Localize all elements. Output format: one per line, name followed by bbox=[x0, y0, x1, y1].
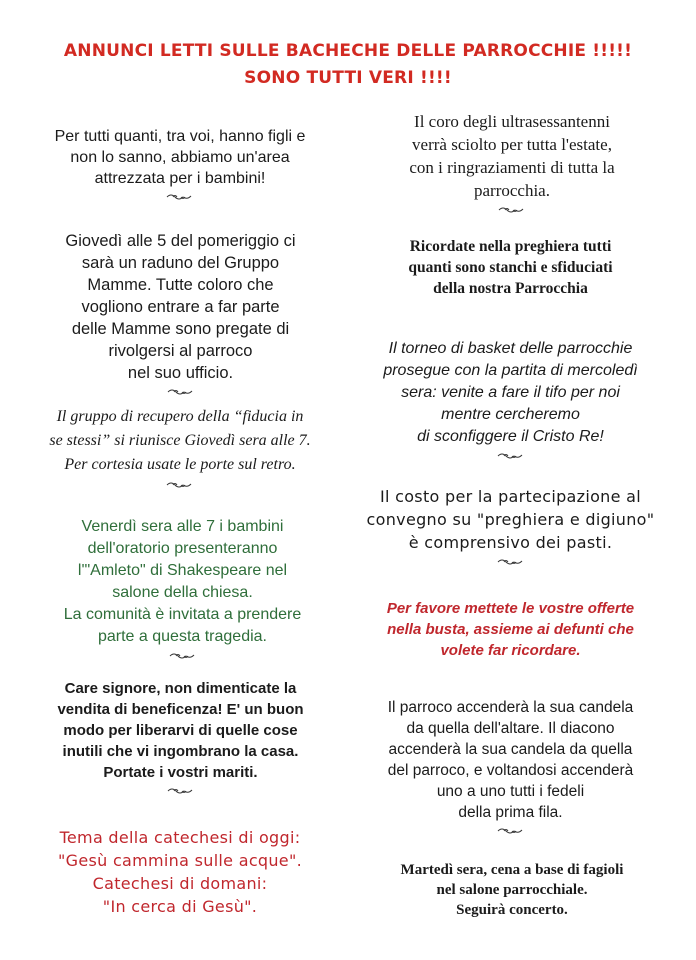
announcement-line: Il gruppo di recupero della “fiducia in bbox=[56, 408, 304, 425]
announcement-line: è comprensivo dei pasti. bbox=[408, 533, 613, 552]
announcement-line: se stessi” si riunisce Giovedì sera alle 7. bbox=[49, 432, 311, 449]
announcement-line: uno a uno tutti i fedeli bbox=[436, 783, 585, 800]
announcement-offerings bbox=[358, 598, 663, 661]
announcement-line: Per cortesia usate le porte sul retro. bbox=[64, 456, 296, 473]
flourish-divider-icon bbox=[168, 651, 198, 661]
announcement-line: inutili che vi ingombrano la casa. bbox=[62, 743, 299, 760]
announcement-line: sera: venite a fare il tifo per noi bbox=[401, 384, 620, 401]
announcement-line: da quella dell'altare. Il diacono bbox=[406, 720, 615, 737]
announcement-line: La comunità è invitata a prendere bbox=[63, 606, 302, 623]
announcement-line: Giovedì alle 5 del pomeriggio ci bbox=[65, 232, 296, 250]
announcement-line: sarà un raduno del Gruppo bbox=[81, 254, 280, 272]
flourish-divider-icon bbox=[165, 192, 195, 202]
announcement-line: Care signore, non dimenticate la bbox=[64, 680, 297, 697]
announcement-line: "Gesù cammina sulle acque". bbox=[58, 851, 302, 870]
announcement-line: della prima fila. bbox=[458, 804, 563, 821]
announcement-line: l'"Amleto" di Shakespeare nel bbox=[77, 562, 288, 579]
announcement-line: salone della chiesa. bbox=[112, 584, 253, 601]
announcement-line: nel suo ufficio. bbox=[127, 364, 234, 382]
announcement-line: Per tutti quanti, tra voi, hanno figli e bbox=[54, 128, 306, 145]
announcement-line: accenderà la sua candela da quella bbox=[388, 741, 633, 758]
announcement-line: attrezzata per i bambini! bbox=[94, 170, 266, 187]
announcement-line: vendita di beneficenza! E' un buon bbox=[57, 701, 304, 718]
flourish-divider-icon bbox=[496, 557, 526, 567]
announcement-line: Mamme. Tutte coloro che bbox=[87, 276, 274, 294]
announcement-line: Il parroco accenderà la sua candela bbox=[387, 699, 634, 716]
page-header bbox=[0, 38, 696, 92]
announcement-line: Il coro degli ultrasessantenni bbox=[414, 112, 610, 131]
announcement-line: prosegue con la partita di mercoledì bbox=[383, 362, 638, 379]
announcement-line: Ricordate nella preghiera tutti bbox=[409, 238, 612, 255]
announcement-line: non lo sanno, abbiamo un'area bbox=[70, 149, 290, 166]
announcement-bean-dinner bbox=[362, 860, 662, 920]
announcement-line: nel salone parrocchiale. bbox=[436, 882, 588, 898]
announcement-line: Il torneo di basket delle parrocchie bbox=[388, 340, 633, 357]
flourish-divider-icon bbox=[165, 480, 195, 490]
announcement-line: vogliono entrare a far parte bbox=[81, 298, 280, 316]
announcement-mothers-group bbox=[28, 230, 333, 397]
header-title: ANNUNCI LETTI SULLE BACHECHE DELLE PARROCCHIE !!!!! bbox=[63, 41, 633, 61]
announcement-line: Il costo per la partecipazione al bbox=[379, 487, 642, 506]
announcement-line: Tema della catechesi di oggi: bbox=[59, 828, 301, 847]
announcement-line: convegno su "preghiera e digiuno" bbox=[366, 510, 655, 529]
announcement-line: parrocchia. bbox=[474, 181, 550, 200]
flourish-divider-icon bbox=[496, 826, 526, 836]
announcement-line: di sconfiggere il Cristo Re! bbox=[417, 428, 604, 445]
announcement-line: volete far ricordare. bbox=[440, 642, 581, 659]
announcement-line: Per favore mettete le vostre offerte bbox=[386, 600, 635, 617]
announcement-charity-sale bbox=[28, 678, 333, 796]
announcement-hamlet bbox=[30, 516, 335, 661]
announcement-line: rivolgersi al parroco bbox=[108, 342, 253, 360]
announcement-line: Venerdì sera alle 7 i bambini bbox=[81, 518, 284, 535]
announcement-choir bbox=[362, 110, 662, 215]
announcement-line: del parroco, e voltandosi accenderà bbox=[387, 762, 634, 779]
flourish-divider-icon bbox=[496, 451, 526, 461]
announcement-line: delle Mamme sono pregate di bbox=[71, 320, 290, 338]
announcement-candles bbox=[358, 697, 663, 836]
announcement-basketball bbox=[358, 338, 663, 461]
announcement-prayer bbox=[358, 236, 663, 299]
announcement-children-area bbox=[30, 126, 330, 202]
announcement-line: parte a questa tragedia. bbox=[97, 628, 267, 645]
announcement-line: Catechesi di domani: bbox=[92, 874, 268, 893]
announcement-line: mentre cercheremo bbox=[441, 406, 580, 423]
announcement-line: "In cerca di Gesù". bbox=[102, 897, 258, 916]
announcement-line: modo per liberarvi di quelle cose bbox=[63, 722, 298, 739]
flourish-divider-icon bbox=[497, 205, 527, 215]
announcement-line: Seguirà concerto. bbox=[456, 902, 568, 918]
announcement-self-esteem-group bbox=[30, 405, 330, 490]
header-subtitle: SONO TUTTI VERI !!!! bbox=[244, 68, 452, 88]
announcement-line: dell'oratorio presenteranno bbox=[87, 540, 278, 557]
announcement-line: verrà sciolto per tutta l'estate, bbox=[412, 135, 612, 154]
flourish-divider-icon bbox=[166, 786, 196, 796]
flourish-divider-icon bbox=[166, 387, 196, 397]
announcement-line: Portate i vostri mariti. bbox=[103, 764, 258, 781]
announcement-line: Martedì sera, cena a base di fagioli bbox=[400, 862, 624, 878]
announcement-line: nella busta, assieme ai defunti che bbox=[387, 621, 634, 638]
announcement-line: quanti sono stanchi e sfiduciati bbox=[408, 259, 613, 276]
announcement-catechesis bbox=[30, 826, 330, 918]
announcement-fasting-convention bbox=[358, 485, 663, 567]
announcement-line: della nostra Parrocchia bbox=[433, 280, 588, 297]
announcement-line: con i ringraziamenti di tutta la bbox=[409, 158, 615, 177]
